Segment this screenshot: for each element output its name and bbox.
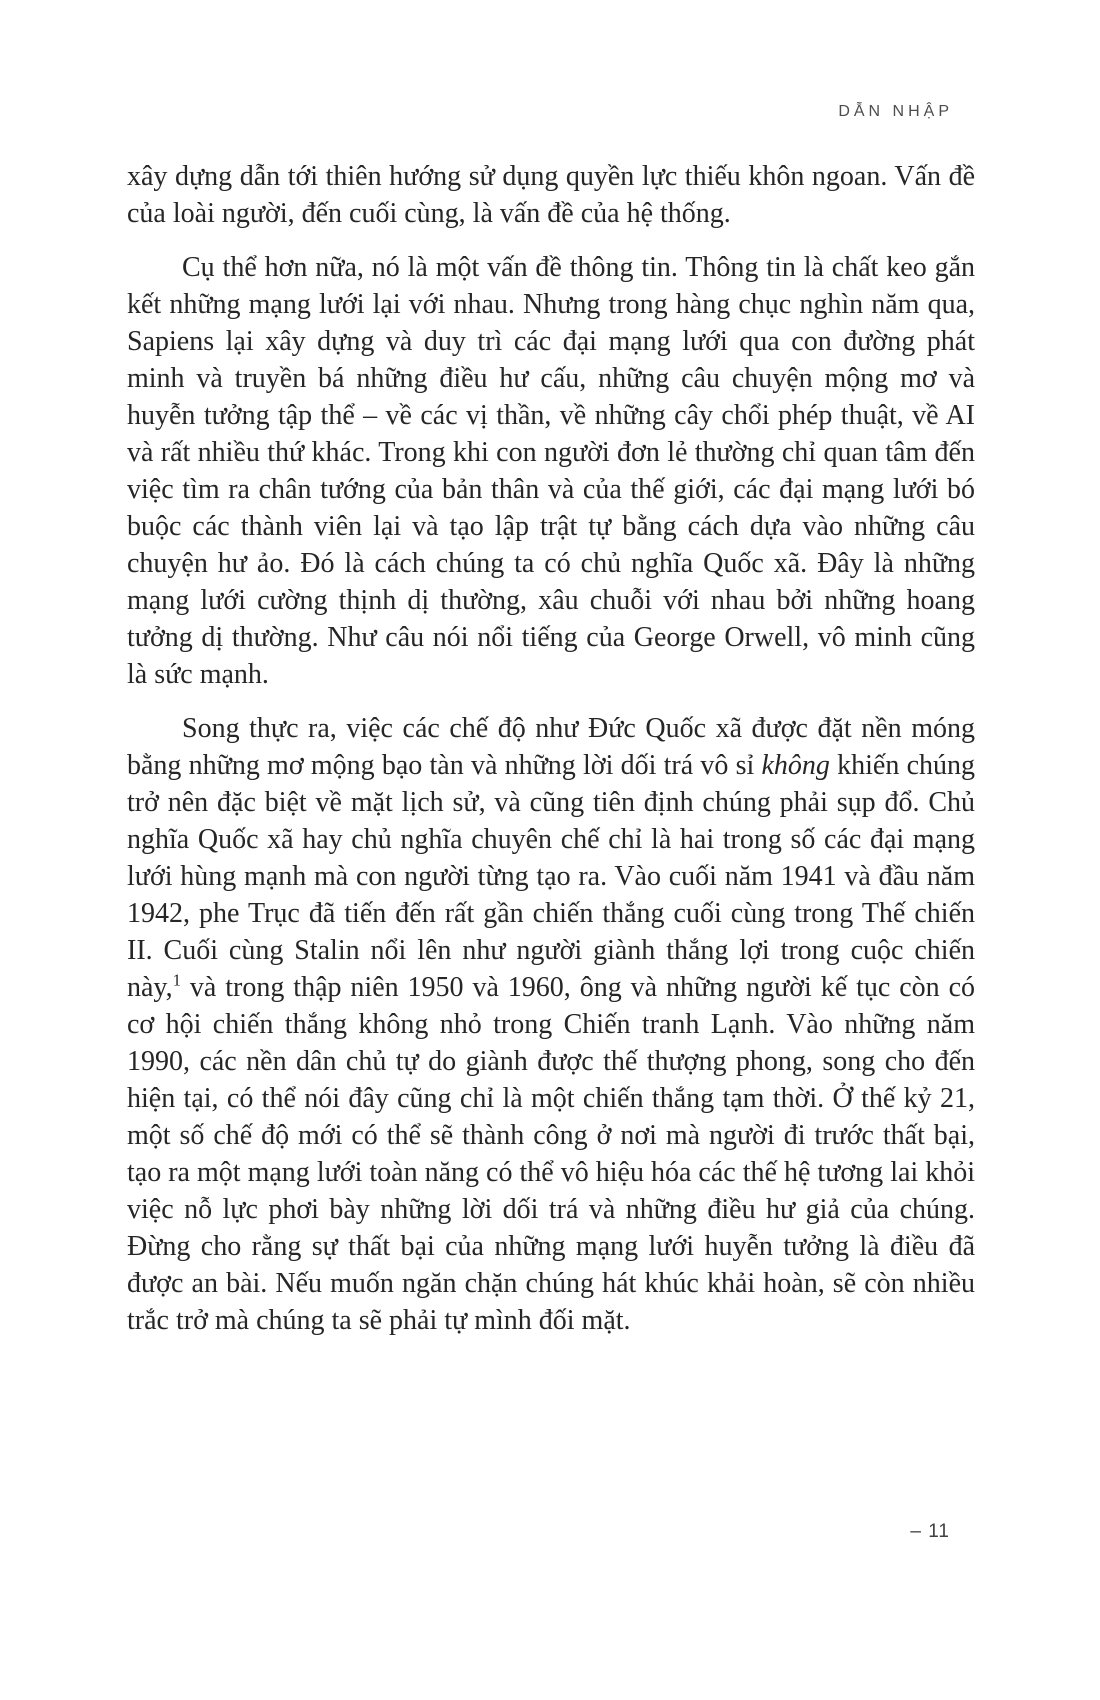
text-run: Cụ thể hơn nữa, nó là một vấn đề thông tin. Thông tin là chất keo gắn kết những mạng lưới lại với nhau. Nhưng trong hàng chục nghìn năm qua, Sapiens lại xây dựng và duy trì các đại mạng lưới qua con đường phát minh và truyền bá những điều hư cấu, những câu chuyện mộng mơ và huyễn tưởng tập thể – về các vị thần, về những cây chổi phép thuật, về AI và rất nhiều thứ khác. Trong khi con người đơn lẻ thường chỉ quan tâm đến việc tìm ra chân tướng của bản thân và của thế giới, các đại mạng lưới bó buộc các thành viên lại và tạo lập trật tự bằng cách dựa vào những câu chuyện hư ảo. Đó là cách chúng ta có chủ nghĩa Quốc xã. Đây là những mạng lưới cường thịnh dị thường, xâu chuỗi với nhau bởi những hoang tưởng dị thường. Như câu nói nổi tiếng của George Orwell, vô minh cũng là sức mạnh.	[127, 252, 975, 690]
body-text	[127, 158, 975, 1356]
text-run: khiến chúng trở nên đặc biệt về mặt lịch sử, và cũng tiên định chúng phải sụp đổ. Chủ nghĩa Quốc xã hay chủ nghĩa chuyên chế chỉ là hai trong số các đại mạng lưới hùng mạnh mà con người từng tạo ra. Vào cuối năm 1941 và đầu năm 1942, phe Trục đã tiến đến rất gần chiến thắng cuối cùng trong Thế chiến II. Cuối cùng Stalin nổi lên như người giành thắng lợi trong cuộc chiến này,	[127, 750, 976, 1003]
text-run: Song thực ra, việc các chế độ như Đức Quốc xã được đặt nền móng bằng những mơ mộng bạo tàn và những lời dối trá vô sỉ	[127, 713, 975, 781]
page-number: – 11	[910, 1521, 950, 1542]
paragraph	[127, 710, 975, 1339]
text-run: xây dựng dẫn tới thiên hướng sử dụng quyền lực thiếu khôn ngoan. Vấn đề của loài người, đến cuối cùng, là vấn đề của hệ thống.	[127, 161, 975, 229]
footnote-reference: 1	[172, 970, 181, 990]
paragraph	[127, 249, 975, 693]
emphasized-text: không	[761, 750, 830, 781]
paragraph	[127, 158, 975, 232]
text-run: và trong thập niên 1950 và 1960, ông và những người kế tục còn có cơ hội chiến thắng không nhỏ trong Chiến tranh Lạnh. Vào những năm 1990, các nền dân chủ tự do giành được thế thượng phong, song cho đến hiện tại, có thể nói đây cũng chỉ là một chiến thắng tạm thời. Ở thế kỷ 21, một số chế độ mới có thể sẽ thành công ở nơi mà người đi trước thất bại, tạo ra một mạng lưới toàn năng có thể vô hiệu hóa các thế hệ tương lai khỏi việc nỗ lực phơi bày những lời dối trá và những điều hư giả của chúng. Đừng cho rằng sự thất bại của những mạng lưới huyễn tưởng là điều đã được an bài. Nếu muốn ngăn chặn chúng hát khúc khải hoàn, sẽ còn nhiều trắc trở mà chúng ta sẽ phải tự mình đối mặt.	[127, 972, 975, 1336]
running-header-section-title: DẪN NHẬP	[838, 103, 953, 120]
